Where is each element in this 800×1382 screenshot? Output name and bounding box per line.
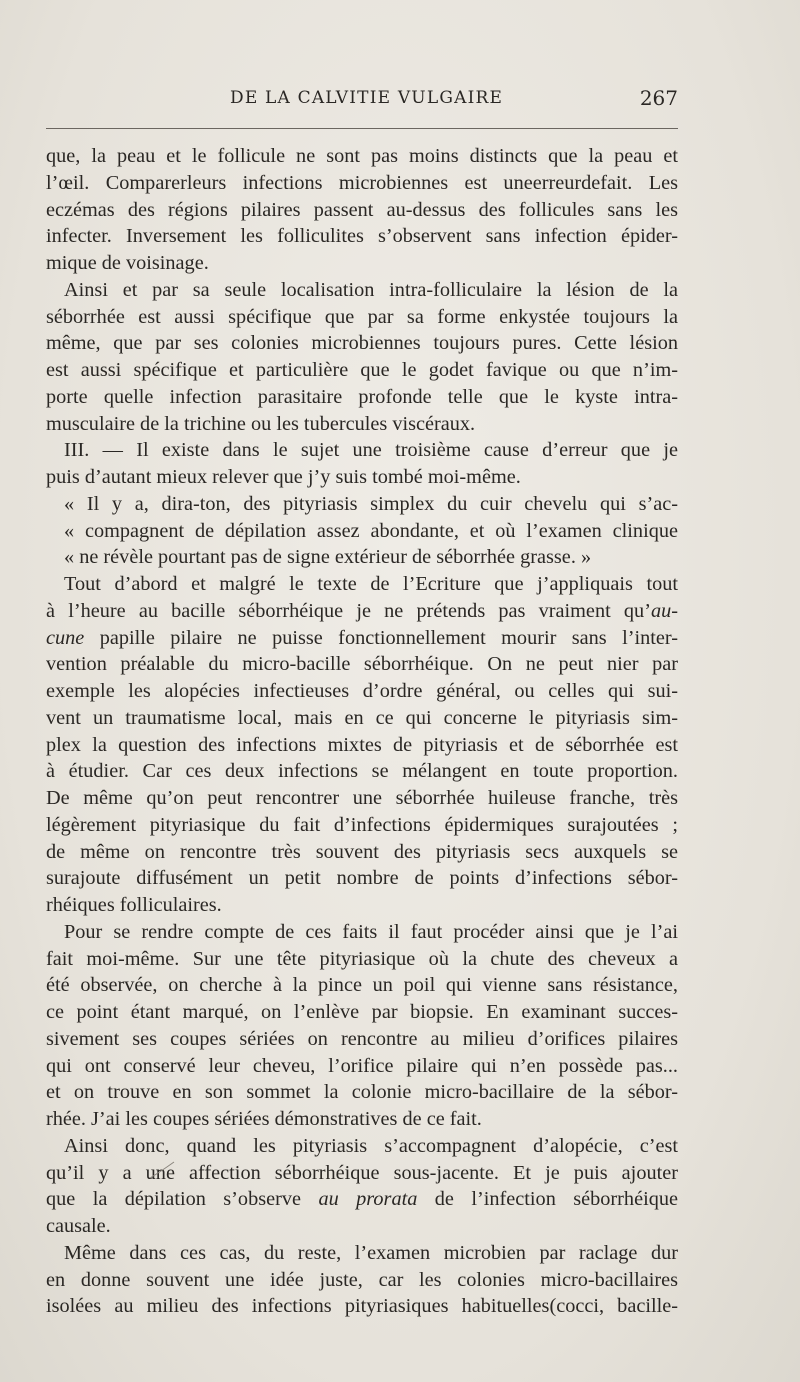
text-line: à l’heure au bacille séborrhéique je ne prétends pas vraiment qu’au-	[46, 599, 678, 622]
text-line: puis d’autant mieux relever que j’y suis tombé moi-même.	[46, 466, 521, 488]
text-line: rhéiques folliculaires.	[46, 894, 222, 916]
text-line: isolées au milieu des infections pityriasiques habituelles(cocci, bacille-	[46, 1295, 678, 1318]
text-line: « ne révèle pourtant pas de signe extérieur de séborrhée grasse. »	[64, 546, 592, 569]
text-line: même, que par ses colonies microbiennes toujours pures. Cette lésion	[46, 332, 678, 355]
text-line: Ainsi donc, quand les pityriasis s’accompagnent d’alopécie, c’est	[64, 1134, 678, 1157]
text-line: « compagnent de dépilation assez abondante, et où l’examen clinique	[64, 519, 678, 542]
text-line: Tout d’abord et malgré le texte de l’Ecriture que j’appliquais tout	[64, 573, 678, 595]
text-line: que, la peau et le follicule ne sont pas moins distincts que la peau et	[46, 145, 678, 167]
text-line: Même dans ces cas, du reste, l’examen microbien par raclage dur	[64, 1241, 678, 1264]
text-line: cune papille pilaire ne puisse fonctionnellement mourir sans l’inter-	[46, 626, 678, 649]
text-line: qui ont conservé leur cheveu, l’orifice pilaire qui n’en possède pas...	[46, 1054, 678, 1077]
page-number: 267	[639, 86, 678, 110]
text-line: à étudier. Car ces deux infections se mélangent en toute proportion.	[46, 760, 678, 783]
text-line: vention préalable du micro-bacille séborrhéique. On ne peut nier par	[46, 653, 678, 676]
text-line: est aussi spécifique et particulière que le godet favique ou que n’im-	[46, 359, 678, 381]
text-line: que la dépilation s’observe au prorata de l’infection séborrhéique	[46, 1188, 678, 1211]
text-line: vent un traumatisme local, mais en ce qui concerne le pityriasis sim-	[46, 706, 678, 729]
text-line: eczémas des régions pilaires passent au-dessus des follicules sans les	[46, 198, 678, 221]
text-line: et on trouve en son sommet la colonie micro-bacillaire de la sébor-	[46, 1081, 678, 1104]
header-rule	[46, 128, 678, 129]
text-line: plex la question des infections mixtes de pityriasis et de séborrhée est	[46, 733, 678, 756]
text-line: causale.	[46, 1215, 111, 1237]
text-line: ce point étant marqué, on l’enlève par biopsie. En examinant succes-	[46, 1001, 678, 1023]
text-line: III. — Il existe dans le sujet une troisième cause d’erreur que je	[64, 439, 678, 462]
text-line: De même qu’on peut rencontrer une séborrhée huileuse franche, très	[46, 787, 678, 809]
text-line: surajoute diffusément un petit nombre de points d’infections sébor-	[46, 867, 678, 890]
text-line: Ainsi et par sa seule localisation intra-folliculaire la lésion de la	[64, 278, 678, 301]
text-line: porte quelle infection parasitaire profonde telle que le kyste intra-	[46, 385, 678, 408]
text-line: « Il y a, dira-ton, des pityriasis simplex du cuir chevelu qui s’ac-	[64, 492, 678, 515]
page-header	[46, 88, 678, 120]
text-line: rhée. J’ai les coupes sériées démonstratives de ce fait.	[46, 1108, 482, 1130]
text-line: séborrhée est aussi spécifique que par sa forme enkystée toujours la	[46, 305, 678, 328]
body-text	[46, 143, 678, 1320]
text-line: de même on rencontre très souvent des pityriasis secs auxquels se	[46, 840, 678, 863]
text-line: qu’il y a une affection séborrhéique sous-jacente. Et je puis ajouter	[46, 1161, 678, 1184]
text-line: exemple les alopécies infectieuses d’ordre général, ou celles qui sui-	[46, 680, 678, 702]
text-line: Pour se rendre compte de ces faits il faut procéder ainsi que je l’ai	[64, 920, 678, 943]
pen-mark	[148, 1160, 178, 1180]
text-line: été observée, on cherche à la pince un poil qui vienne sans résistance,	[46, 974, 678, 997]
text-line: musculaire de la trichine ou les tubercules viscéraux.	[46, 412, 476, 435]
text-line: sivement ses coupes sériées on rencontre au milieu d’orifices pilaires	[46, 1027, 678, 1050]
running-title: DE LA CALVITIE VULGAIRE	[230, 88, 504, 108]
text-line: légèrement pityriasique du fait d’infections épidermiques surajoutées ;	[46, 813, 678, 836]
text-line: infecter. Inversement les folliculites s’observent sans infection épider-	[46, 225, 678, 248]
text-line: l’œil. Comparerleurs infections microbiennes est uneerreurdefait. Les	[46, 171, 678, 194]
text-line: mique de voisinage.	[46, 252, 209, 274]
text-line: fait moi-même. Sur une tête pityriasique où la chute des cheveux a	[46, 947, 678, 970]
text-line: en donne souvent une idée juste, car les colonies micro-bacillaires	[46, 1268, 678, 1291]
